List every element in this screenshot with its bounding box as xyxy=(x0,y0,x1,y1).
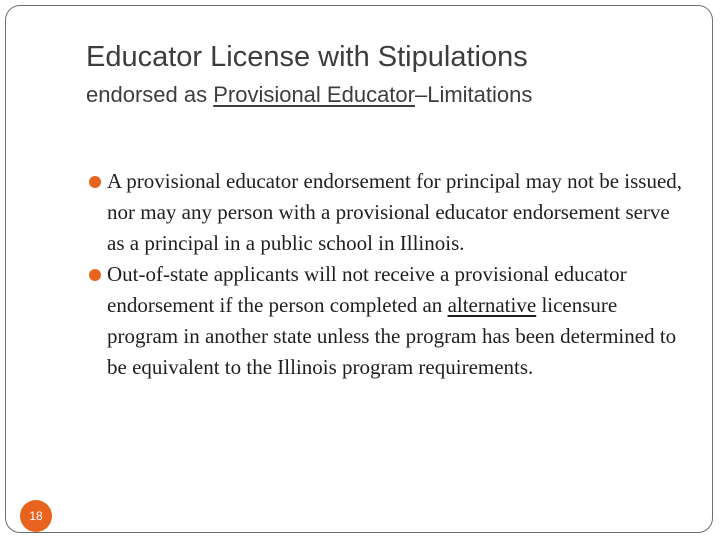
bullet-2-text-before: Out-of-state applicants will not receive a provisional educator endorsement if the person completed an xyxy=(107,262,627,317)
bullet-2-underlined: alternative xyxy=(447,293,537,317)
bullet-2-text-after: licensure program in another state unless the program has been determined to be equivalent to the Illinois program requirements. xyxy=(107,293,677,379)
bullet-item-1 xyxy=(89,166,689,259)
bullet-item-2 xyxy=(89,259,689,383)
slide-frame xyxy=(5,5,713,533)
bullet-text-1: A provisional educator endorsement for principal may not be issued, nor may any person with a provisional educator endorsement serve as a principal in a public school in Illinois. xyxy=(107,169,683,255)
slide-subtitle xyxy=(86,81,532,109)
bullet-dot-icon xyxy=(89,176,101,188)
bullet-dot-icon xyxy=(89,269,101,281)
subtitle-suffix: –Limitations xyxy=(414,82,533,107)
bullet-text-2 xyxy=(107,262,676,379)
slide-title: Educator License with Stipulations xyxy=(86,41,528,73)
subtitle-prefix: endorsed as xyxy=(86,82,214,107)
page-number-badge: 18 xyxy=(20,500,52,532)
bullet-list xyxy=(89,166,689,383)
subtitle-underlined: Provisional Educator xyxy=(213,82,415,107)
